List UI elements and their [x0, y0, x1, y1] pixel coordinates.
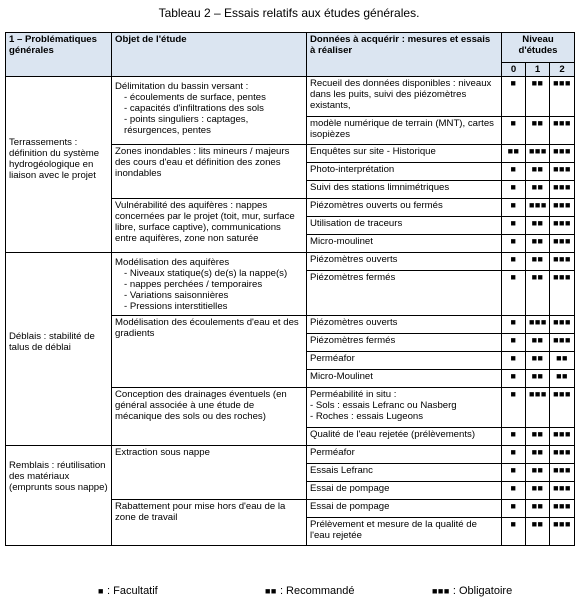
- level-2-mark: ■■: [550, 370, 575, 388]
- level-2-mark: ■■■: [550, 77, 575, 117]
- header-objet: Objet de l'étude: [112, 33, 307, 77]
- objet-zones-inondables: Zones inondables : lits mineurs / majeurs des cours d'eau et définition des zones inondables: [112, 145, 307, 199]
- legend-symbol: ■: [98, 586, 104, 596]
- level-2-mark: ■■: [550, 352, 575, 370]
- donnee-cell: Qualité de l'eau rejetée (prélèvements): [307, 428, 502, 446]
- level-1-mark: ■■: [526, 117, 550, 145]
- donnee-cell: Enquêtes sur site - Historique: [307, 145, 502, 163]
- objet-vulnerabilite: Vulnérabilité des aquifères : nappes concernées par le projet (toit, mur, surface libre, surface captive), communications entre aquifères, zone non saturée: [112, 199, 307, 253]
- level-2-mark: ■■■: [550, 334, 575, 352]
- level-0-mark: ■: [502, 163, 526, 181]
- donnee-cell: Perméafor: [307, 446, 502, 464]
- level-1-mark: ■■: [526, 334, 550, 352]
- donnee-cell: Perméabilité in situ : - Sols : essais Lefranc ou Nasberg - Roches : essais Lugeons: [307, 388, 502, 428]
- level-2-mark: ■■■: [550, 446, 575, 464]
- list-item: - points singuliers : captages, résurgences, pentes: [124, 114, 303, 136]
- level-2-mark: ■■■: [550, 464, 575, 482]
- legend-label: : Recommandé: [279, 585, 355, 597]
- level-2-mark: ■■■: [550, 117, 575, 145]
- donnee-cell: Piézomètres ouverts: [307, 316, 502, 334]
- level-1-mark: ■■: [526, 77, 550, 117]
- studies-table: [5, 32, 575, 546]
- objet-modelisation-aquiferes: [112, 253, 307, 316]
- legend-label: : Obligatoire: [452, 585, 513, 597]
- level-0-mark: ■: [502, 518, 526, 546]
- level-2-mark: ■■■: [550, 388, 575, 428]
- level-2-mark: ■■■: [550, 217, 575, 235]
- donnee-cell: Micro-moulinet: [307, 235, 502, 253]
- level-0-mark: ■: [502, 334, 526, 352]
- level-1-mark: ■■: [526, 217, 550, 235]
- level-1-mark: ■■: [526, 428, 550, 446]
- donnee-cell: Piézomètres fermés: [307, 271, 502, 316]
- legend-symbol: ■■: [265, 586, 277, 596]
- level-2-mark: ■■■: [550, 145, 575, 163]
- level-1-mark: ■■: [526, 253, 550, 271]
- legend-facultatif: [98, 585, 158, 597]
- legend-obligatoire: [432, 585, 512, 597]
- objet-modelisation-ecoulements: Modélisation des écoulements d'eau et des gradients: [112, 316, 307, 388]
- level-0-mark: ■: [502, 316, 526, 334]
- problem-remblais: Remblais : réutilisation des matériaux (emprunts sous nappe): [6, 446, 112, 546]
- level-0-mark: ■: [502, 271, 526, 316]
- level-2-mark: ■■■: [550, 316, 575, 334]
- objet-title: Modélisation des aquifères: [115, 257, 230, 268]
- level-1-mark: ■■: [526, 181, 550, 199]
- level-1-mark: ■■: [526, 271, 550, 316]
- header-problematiques: 1 – Problématiques générales: [6, 33, 112, 77]
- level-0-mark: ■: [502, 117, 526, 145]
- level-0-mark: ■: [502, 482, 526, 500]
- level-2-mark: ■■■: [550, 199, 575, 217]
- level-1-mark: ■■: [526, 370, 550, 388]
- level-0-mark: ■: [502, 464, 526, 482]
- level-1-mark: ■■: [526, 482, 550, 500]
- level-2-mark: ■■■: [550, 253, 575, 271]
- level-0-mark: ■: [502, 77, 526, 117]
- objet-list: [115, 92, 303, 136]
- level-1-mark: ■■: [526, 464, 550, 482]
- level-0-mark: ■: [502, 253, 526, 271]
- list-item: - Niveaux statique(s) de(s) la nappe(s): [124, 268, 303, 279]
- legend-recommande: [265, 585, 355, 597]
- donnee-cell: Suivi des stations limnimétriques: [307, 181, 502, 199]
- list-item: - nappes perchées / temporaires: [124, 279, 303, 290]
- level-1-mark: ■■■: [526, 388, 550, 428]
- level-2-mark: ■■■: [550, 428, 575, 446]
- level-1-mark: ■■: [526, 500, 550, 518]
- level-0-mark: ■: [502, 199, 526, 217]
- legend-symbol: ■■■: [432, 586, 450, 596]
- level-0-mark: ■: [502, 388, 526, 428]
- level-1-mark: ■■: [526, 446, 550, 464]
- donnee-cell: Essais Lefranc: [307, 464, 502, 482]
- level-0-mark: ■■: [502, 145, 526, 163]
- list-item: - Variations saisonnières: [124, 290, 303, 301]
- donnee-cell: Essai de pompage: [307, 500, 502, 518]
- donnee-cell: Photo-interprétation: [307, 163, 502, 181]
- header-level-0: 0: [502, 63, 526, 77]
- level-2-mark: ■■■: [550, 163, 575, 181]
- objet-rabattement: Rabattement pour mise hors d'eau de la zone de travail: [112, 500, 307, 546]
- objet-title: Délimitation du bassin versant :: [115, 81, 249, 92]
- level-0-mark: ■: [502, 500, 526, 518]
- header-niveau: Niveau d'études: [502, 33, 575, 63]
- donnee-cell: Piézomètres fermés: [307, 334, 502, 352]
- donnee-cell: Micro-Moulinet: [307, 370, 502, 388]
- list-item: - capacités d'infiltrations des sols: [124, 103, 303, 114]
- level-1-mark: ■■: [526, 518, 550, 546]
- level-2-mark: ■■■: [550, 235, 575, 253]
- level-1-mark: ■■: [526, 235, 550, 253]
- objet-list: [115, 268, 303, 312]
- level-1-mark: ■■: [526, 352, 550, 370]
- level-0-mark: ■: [502, 352, 526, 370]
- objet-extraction-sous-nappe: Extraction sous nappe: [112, 446, 307, 500]
- legend-label: : Facultatif: [107, 585, 158, 597]
- problem-terrassements: Terrassements : définition du système hydrogéologique en liaison avec le projet: [6, 77, 112, 253]
- problem-deblais: Déblais : stabilité de talus de déblai: [6, 253, 112, 446]
- header-level-1: 1: [526, 63, 550, 77]
- donnee-cell: Utilisation de traceurs: [307, 217, 502, 235]
- level-2-mark: ■■■: [550, 482, 575, 500]
- objet-conception-drainages: Conception des drainages éventuels (en général associée à une étude de mécanique des sols ou des roches): [112, 388, 307, 446]
- header-donnees: Données à acquérir : mesures et essais à réaliser: [307, 33, 502, 77]
- level-0-mark: ■: [502, 446, 526, 464]
- level-1-mark: ■■: [526, 163, 550, 181]
- donnee-cell: modèle numérique de terrain (MNT), cartes isopièzes: [307, 117, 502, 145]
- donnee-cell: Piézomètres ouverts: [307, 253, 502, 271]
- donnee-cell: Prélèvement et mesure de la qualité de l'eau rejetée: [307, 518, 502, 546]
- level-0-mark: ■: [502, 235, 526, 253]
- objet-bassin-versant: [112, 77, 307, 145]
- donnee-cell: Recueil des données disponibles : niveaux dans les puits, suivi des piézomètres existants,: [307, 77, 502, 117]
- table-caption: Tableau 2 – Essais relatifs aux études générales.: [158, 6, 420, 20]
- list-item: - écoulements de surface, pentes: [124, 92, 303, 103]
- donnee-cell: Perméafor: [307, 352, 502, 370]
- level-0-mark: ■: [502, 217, 526, 235]
- level-0-mark: ■: [502, 370, 526, 388]
- level-2-mark: ■■■: [550, 500, 575, 518]
- donnee-cell: Piézomètres ouverts ou fermés: [307, 199, 502, 217]
- level-1-mark: ■■■: [526, 316, 550, 334]
- level-2-mark: ■■■: [550, 518, 575, 546]
- header-level-2: 2: [550, 63, 575, 77]
- list-item: - Pressions interstitielles: [124, 301, 303, 312]
- donnee-cell: Essai de pompage: [307, 482, 502, 500]
- level-2-mark: ■■■: [550, 181, 575, 199]
- level-0-mark: ■: [502, 181, 526, 199]
- level-1-mark: ■■■: [526, 199, 550, 217]
- level-1-mark: ■■■: [526, 145, 550, 163]
- level-2-mark: ■■■: [550, 271, 575, 316]
- level-0-mark: ■: [502, 428, 526, 446]
